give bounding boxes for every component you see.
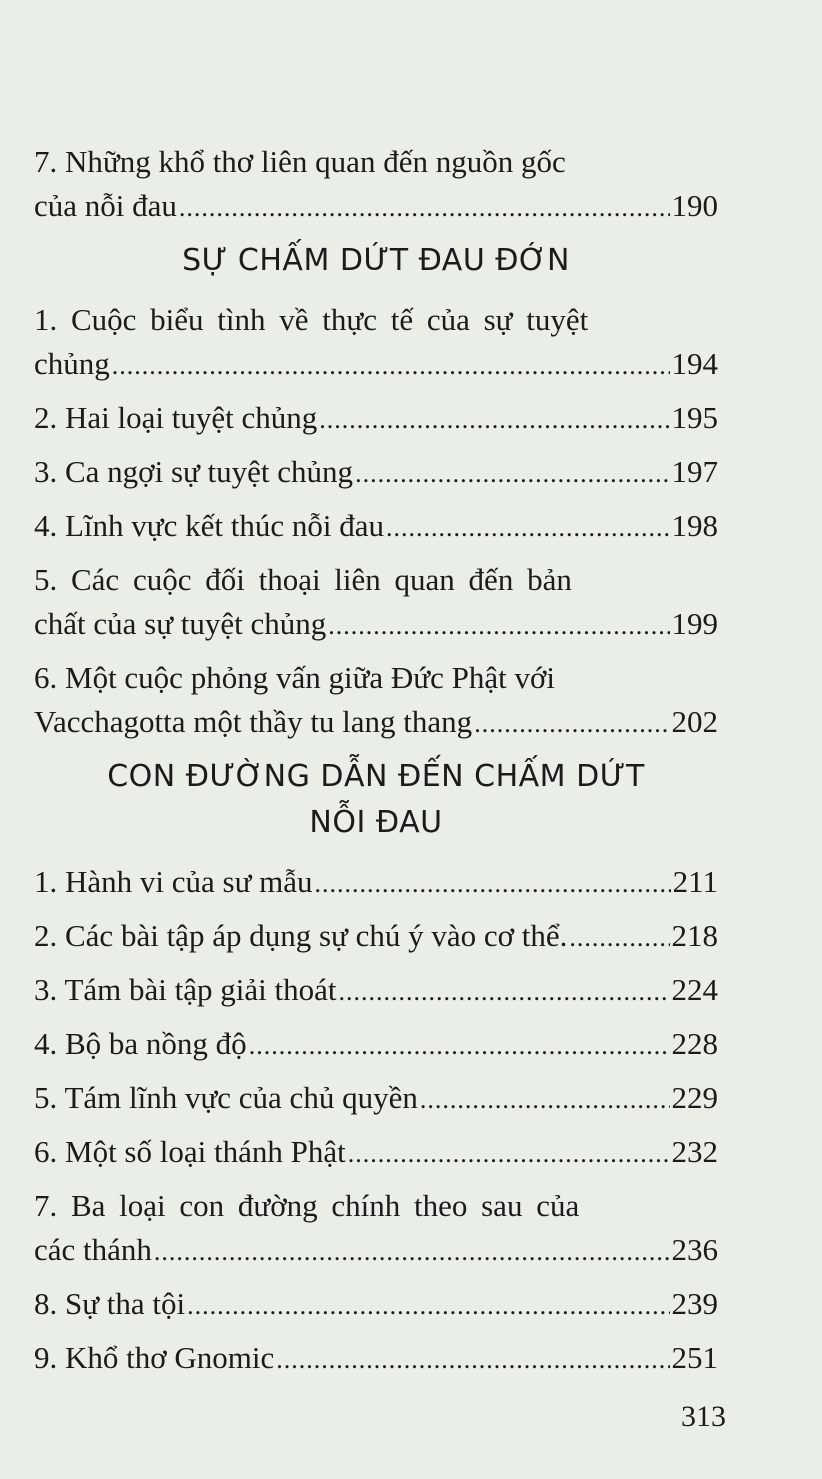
section-heading-line: NỖI ĐAU [309,805,443,840]
dot-leader [420,1078,670,1122]
toc-entry-title: chủng [34,346,110,381]
toc-entry[interactable] [34,1184,718,1274]
toc-entry[interactable] [34,1282,718,1328]
toc-entry[interactable] [34,140,718,230]
toc-entry-title: 2. Hai loại tuyệt chủng [34,400,318,435]
dot-leader [338,970,669,1014]
dot-leader [348,1132,670,1176]
dot-leader [569,916,669,960]
toc-entry[interactable] [34,1076,718,1122]
section-heading [34,238,718,284]
toc-entry-page: 239 [671,1286,718,1321]
toc-entry-title-line1: 5. Các cuộc đối thoại liên quan đến bản [34,562,572,597]
dot-leader [386,506,670,550]
toc-entry-page: 228 [671,1026,718,1061]
toc-entry[interactable] [34,504,718,550]
toc-entry[interactable] [34,396,718,442]
toc-entry-title: 3. Tám bài tập giải thoát [34,972,337,1007]
toc-entry-page: 232 [671,1134,718,1169]
toc-entry[interactable] [34,968,718,1014]
toc-entry-title: 4. Bộ ba nồng độ [34,1026,247,1061]
toc-entry[interactable] [34,914,718,960]
toc-entry-page: 202 [671,704,718,739]
dot-leader [179,186,670,230]
toc-entry-page: 197 [671,454,718,489]
dot-leader [249,1024,670,1068]
toc-section-path [34,754,718,1382]
section-heading [34,754,718,846]
toc-entry-page: 190 [671,188,718,223]
toc-entry-title: Vacchagotta một thầy tu lang thang [34,704,473,739]
toc-entry[interactable] [34,860,718,906]
page-number: 313 [681,1400,726,1433]
dot-leader [355,452,669,496]
toc-entry-title-line1: 1. Cuộc biểu tình về thực tế của sự tuyệt [34,302,589,337]
toc-entry[interactable] [34,298,718,388]
dot-leader [154,1230,670,1274]
dot-leader [187,1284,669,1328]
toc-entry-page: 194 [671,346,718,381]
toc-entry-title: 9. Khổ thơ Gnomic [34,1340,275,1375]
toc-entry[interactable] [34,450,718,496]
toc-entry-title: 3. Ca ngợi sự tuyệt chủng [34,454,354,489]
toc-entry[interactable] [34,1130,718,1176]
dot-leader [276,1338,669,1382]
toc-entry-title: chất của sự tuyệt chủng [34,606,327,641]
toc-entry-page: 199 [671,606,718,641]
toc-entry[interactable] [34,558,718,648]
dot-leader [328,604,669,648]
toc-entry-title-line1: 7. Những khổ thơ liên quan đến nguồn gốc [34,144,566,179]
toc-section-continuation [34,140,718,230]
toc-entry-title-line1: 7. Ba loại con đường chính theo sau của [34,1188,580,1223]
dot-leader [315,862,671,906]
toc-entry-page: 198 [671,508,718,543]
dot-leader [319,398,669,442]
toc-entry-title: 8. Sự tha tội [34,1286,186,1321]
toc-entry[interactable] [34,1336,718,1382]
toc-entry-page: 218 [671,918,718,953]
toc-entry-title: của nỗi đau [34,188,177,223]
toc-entry-title: 1. Hành vi của sư mẫu [34,864,313,899]
toc-entry-page: 229 [671,1080,718,1115]
toc-entry-title-line1: 6. Một cuộc phỏng vấn giữa Đức Phật với [34,660,555,695]
toc-entry-title: 2. Các bài tập áp dụng sự chú ý vào cơ thể. [34,918,568,953]
dot-leader [474,702,669,746]
toc-entry-title: 5. Tám lĩnh vực của chủ quyền [34,1080,418,1115]
section-heading-line: CON ĐƯỜNG DẪN ĐẾN CHẤM DỨT [107,759,645,794]
toc-entry-page: 211 [672,864,718,899]
toc-entry-page: 224 [671,972,718,1007]
toc-entry-page: 236 [671,1232,718,1267]
toc-section-cessation [34,238,718,746]
toc-entry-title: các thánh [34,1232,152,1267]
table-of-contents [34,140,718,1390]
toc-entry-title: 6. Một số loại thánh Phật [34,1134,346,1169]
toc-entry-page: 195 [671,400,718,435]
section-heading-line: SỰ CHẤM DỨT ĐAU ĐỚN [182,243,570,278]
dot-leader [112,344,670,388]
toc-entry-title: 4. Lĩnh vực kết thúc nỗi đau [34,508,384,543]
toc-entry[interactable] [34,656,718,746]
toc-entry-page: 251 [671,1340,718,1375]
toc-entry[interactable] [34,1022,718,1068]
